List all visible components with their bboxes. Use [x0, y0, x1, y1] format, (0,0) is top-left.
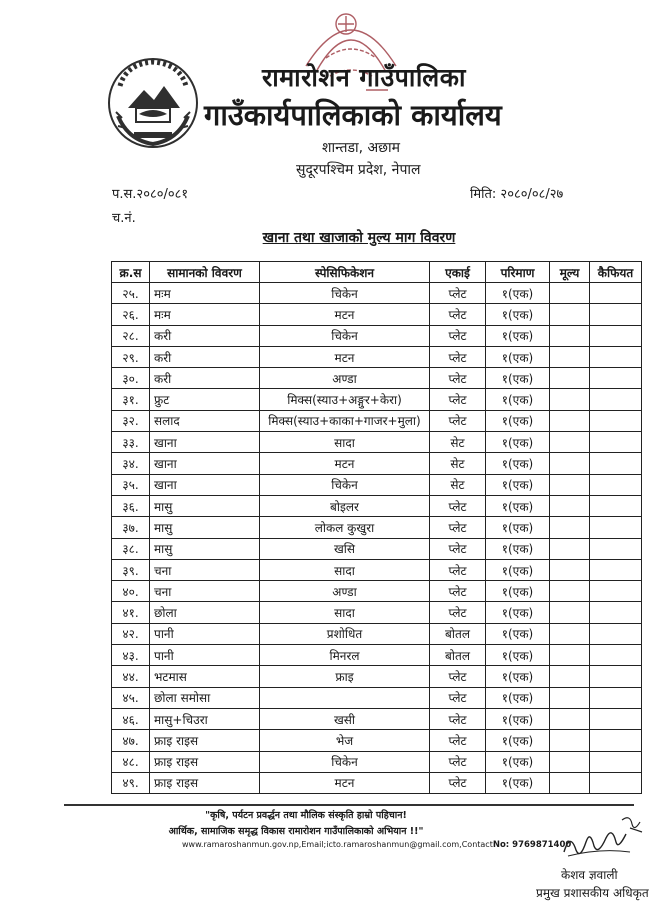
cell-unit: प्लेट	[430, 751, 486, 772]
cell-item: मःम	[150, 304, 260, 325]
cell-specification: सादा	[260, 602, 430, 623]
cell-price	[550, 730, 590, 751]
document-title	[0, 228, 662, 247]
cell-unit: प्लेट	[430, 325, 486, 346]
address-line-1	[0, 138, 662, 157]
cell-specification: सादा	[260, 432, 430, 453]
cell-remarks	[590, 325, 642, 346]
cell-item: खाना	[150, 474, 260, 495]
table-row	[112, 751, 642, 772]
cell-unit: प्लेट	[430, 346, 486, 367]
cell-remarks	[590, 730, 642, 751]
cell-quantity: १(एक)	[486, 602, 550, 623]
cell-price	[550, 708, 590, 729]
cell-unit: सेट	[430, 474, 486, 495]
table-row	[112, 389, 642, 410]
cell-quantity: १(एक)	[486, 666, 550, 687]
cell-unit: प्लेट	[430, 304, 486, 325]
cell-specification: मिक्स(स्याउ+अङ्गुर+केरा)	[260, 389, 430, 410]
cell-quantity: १(एक)	[486, 304, 550, 325]
cell-serial: ४१.	[112, 602, 150, 623]
cell-item: करी	[150, 325, 260, 346]
cell-unit: प्लेट	[430, 517, 486, 538]
cell-remarks	[590, 645, 642, 666]
cell-price	[550, 368, 590, 389]
cell-item: मासु	[150, 495, 260, 516]
table-row	[112, 325, 642, 346]
cell-quantity: १(एक)	[486, 346, 550, 367]
price-request-table	[111, 261, 642, 794]
cell-serial: २६.	[112, 304, 150, 325]
cell-quantity: १(एक)	[486, 623, 550, 644]
cell-specification: सादा	[260, 559, 430, 580]
cell-specification: चिकेन	[260, 283, 430, 304]
cell-unit: बोतल	[430, 645, 486, 666]
cell-remarks	[590, 368, 642, 389]
contact-info	[182, 840, 571, 850]
table-row	[112, 517, 642, 538]
cell-unit: प्लेट	[430, 708, 486, 729]
table-row	[112, 687, 642, 708]
cell-specification: बोइलर	[260, 495, 430, 516]
cell-item: फ्रुट	[150, 389, 260, 410]
cell-item: भटमास	[150, 666, 260, 687]
cell-specification: मिनरल	[260, 645, 430, 666]
cell-price	[550, 645, 590, 666]
cell-remarks	[590, 666, 642, 687]
cell-remarks	[590, 453, 642, 474]
cell-remarks	[590, 751, 642, 772]
cell-unit: प्लेट	[430, 495, 486, 516]
cell-specification: अण्डा	[260, 368, 430, 389]
cell-serial: ४६.	[112, 708, 150, 729]
address-line-2: सुदूरपश्चिम प्रदेश, नेपाल	[296, 162, 421, 178]
cell-unit: प्लेट	[430, 283, 486, 304]
cell-price	[550, 495, 590, 516]
table-row	[112, 304, 642, 325]
cell-unit: प्लेट	[430, 368, 486, 389]
cell-quantity: १(एक)	[486, 730, 550, 751]
cell-price	[550, 325, 590, 346]
cell-specification: प्रशोधित	[260, 623, 430, 644]
table-row	[112, 581, 642, 602]
cell-specification: खसि	[260, 538, 430, 559]
cell-serial: ३१.	[112, 389, 150, 410]
header-unit: एकाई	[430, 262, 486, 283]
cell-serial: २८.	[112, 325, 150, 346]
cell-quantity: १(एक)	[486, 687, 550, 708]
table-row	[112, 432, 642, 453]
reference-number: प.स.२०८०/०८१	[112, 187, 189, 202]
cell-quantity: १(एक)	[486, 772, 550, 793]
cell-item: चना	[150, 581, 260, 602]
cell-price	[550, 304, 590, 325]
cell-unit: प्लेट	[430, 559, 486, 580]
cell-serial: ३५.	[112, 474, 150, 495]
cell-specification: मटन	[260, 453, 430, 474]
cell-unit: बोतल	[430, 623, 486, 644]
cell-quantity: १(एक)	[486, 645, 550, 666]
cell-serial: ४०.	[112, 581, 150, 602]
cell-quantity: १(एक)	[486, 389, 550, 410]
address-line-1-text: शान्तडा, अछाम	[322, 140, 400, 156]
cell-specification: चिकेन	[260, 751, 430, 772]
cell-quantity: १(एक)	[486, 432, 550, 453]
cell-remarks	[590, 517, 642, 538]
cell-quantity: १(एक)	[486, 559, 550, 580]
cell-quantity: १(एक)	[486, 410, 550, 431]
cell-serial: ४९.	[112, 772, 150, 793]
cell-specification: भेज	[260, 730, 430, 751]
cell-price	[550, 602, 590, 623]
header-remarks: कैफियत	[590, 262, 642, 283]
footer-divider	[64, 804, 634, 806]
cell-price	[550, 474, 590, 495]
cell-serial: ३२.	[112, 410, 150, 431]
header-price: मूल्य	[550, 262, 590, 283]
cell-specification: चिकेन	[260, 325, 430, 346]
cell-price	[550, 687, 590, 708]
header-item: सामानको विवरण	[150, 262, 260, 283]
cell-price	[550, 772, 590, 793]
cell-specification: लोकल कुखुरा	[260, 517, 430, 538]
cell-price	[550, 751, 590, 772]
cell-remarks	[590, 687, 642, 708]
cell-item: खाना	[150, 432, 260, 453]
cell-serial: ४७.	[112, 730, 150, 751]
table-body	[112, 283, 642, 794]
cell-remarks	[590, 708, 642, 729]
cell-item: फ्राइ राइस	[150, 730, 260, 751]
table-row	[112, 283, 642, 304]
cell-item: पानी	[150, 623, 260, 644]
cell-serial: ४२.	[112, 623, 150, 644]
cell-specification: मिक्स(स्याउ+काका+गाजर+मुला)	[260, 410, 430, 431]
cell-item: खाना	[150, 453, 260, 474]
cell-item: करी	[150, 368, 260, 389]
table-row	[112, 368, 642, 389]
table-row	[112, 666, 642, 687]
cell-price	[550, 283, 590, 304]
cell-serial: २९.	[112, 346, 150, 367]
dispatch-number: च.नं.	[112, 211, 136, 226]
cell-remarks	[590, 602, 642, 623]
cell-unit: सेट	[430, 432, 486, 453]
cell-quantity: १(एक)	[486, 538, 550, 559]
signer-name: केशव ज्ञवाली	[561, 868, 618, 882]
cell-specification: मटन	[260, 304, 430, 325]
cell-remarks	[590, 581, 642, 602]
contact-text: www.ramaroshanmun.gov.np,Email;icto.ramaroshanmun@gmail.com,Contact	[182, 840, 493, 849]
cell-unit: प्लेट	[430, 666, 486, 687]
cell-item: मासु	[150, 538, 260, 559]
cell-remarks	[590, 283, 642, 304]
cell-price	[550, 432, 590, 453]
cell-quantity: १(एक)	[486, 325, 550, 346]
cell-price	[550, 389, 590, 410]
cell-remarks	[590, 495, 642, 516]
table-row	[112, 474, 642, 495]
signer-title: प्रमुख प्रशासकीय अधिकृत	[536, 886, 649, 900]
cell-specification: फ्राइ	[260, 666, 430, 687]
table-row	[112, 410, 642, 431]
cell-serial: ४३.	[112, 645, 150, 666]
cell-remarks	[590, 410, 642, 431]
cell-unit: प्लेट	[430, 581, 486, 602]
header-specification: स्पेसिफिकेशन	[260, 262, 430, 283]
cell-price	[550, 517, 590, 538]
cell-price	[550, 453, 590, 474]
cell-specification: मटन	[260, 772, 430, 793]
table-row	[112, 623, 642, 644]
table-row	[112, 453, 642, 474]
signature-icon	[560, 812, 646, 870]
cell-unit: प्लेट	[430, 410, 486, 431]
cell-unit: प्लेट	[430, 687, 486, 708]
cell-unit: प्लेट	[430, 730, 486, 751]
organization-name: रामारोशन गाउँपालिका	[262, 63, 466, 92]
cell-quantity: १(एक)	[486, 708, 550, 729]
cell-remarks	[590, 304, 642, 325]
cell-specification	[260, 687, 430, 708]
table-row	[112, 602, 642, 623]
table-row	[112, 645, 642, 666]
cell-specification: अण्डा	[260, 581, 430, 602]
cell-price	[550, 410, 590, 431]
office-name: गाउँकार्यपालिकाको कार्यालय	[204, 98, 502, 132]
cell-quantity: १(एक)	[486, 517, 550, 538]
cell-quantity: १(एक)	[486, 283, 550, 304]
document-title-text: खाना तथा खाजाको मुल्य माग विवरण	[262, 230, 456, 246]
document-date: मिति: २०८०/०८/२७	[470, 187, 564, 202]
cell-price	[550, 538, 590, 559]
cell-specification: चिकेन	[260, 474, 430, 495]
cell-serial: ४४.	[112, 666, 150, 687]
cell-quantity: १(एक)	[486, 453, 550, 474]
cell-remarks	[590, 474, 642, 495]
cell-item: मःम	[150, 283, 260, 304]
cell-serial: ३७.	[112, 517, 150, 538]
cell-price	[550, 666, 590, 687]
cell-quantity: १(एक)	[486, 368, 550, 389]
cell-specification: खसी	[260, 708, 430, 729]
cell-serial: ३६.	[112, 495, 150, 516]
table-row	[112, 772, 642, 793]
cell-price	[550, 623, 590, 644]
cell-item: फ्राइ राइस	[150, 772, 260, 793]
cell-serial: ३४.	[112, 453, 150, 474]
cell-item: चना	[150, 559, 260, 580]
slogan-line-2-text: आर्थिक, सामाजिक समृद्ध विकास रामारोशन गाउँपालिकाको अभियान !!"	[168, 826, 424, 837]
cell-item: छोला समोसा	[150, 687, 260, 708]
table-row	[112, 495, 642, 516]
cell-serial: २५.	[112, 283, 150, 304]
cell-item: फ्राइ राइस	[150, 751, 260, 772]
cell-quantity: १(एक)	[486, 581, 550, 602]
cell-item: मासु+चिउरा	[150, 708, 260, 729]
cell-unit: प्लेट	[430, 602, 486, 623]
table-row	[112, 559, 642, 580]
cell-remarks	[590, 432, 642, 453]
cell-remarks	[590, 538, 642, 559]
cell-item: मासु	[150, 517, 260, 538]
cell-serial: ४५.	[112, 687, 150, 708]
cell-serial: ४८.	[112, 751, 150, 772]
cell-remarks	[590, 559, 642, 580]
cell-quantity: १(एक)	[486, 495, 550, 516]
cell-unit: प्लेट	[430, 772, 486, 793]
table-row	[112, 730, 642, 751]
government-emblem-icon	[106, 56, 200, 150]
contact-number: No: 9769871400	[492, 840, 572, 850]
table-header-row	[112, 262, 642, 283]
header-quantity: परिमाण	[486, 262, 550, 283]
cell-quantity: १(एक)	[486, 751, 550, 772]
cell-price	[550, 346, 590, 367]
cell-remarks	[590, 623, 642, 644]
cell-unit: प्लेट	[430, 389, 486, 410]
cell-item: सलाद	[150, 410, 260, 431]
cell-quantity: १(एक)	[486, 474, 550, 495]
cell-serial: ३८.	[112, 538, 150, 559]
cell-unit: प्लेट	[430, 538, 486, 559]
header-serial: क्र.स	[112, 262, 150, 283]
cell-item: करी	[150, 346, 260, 367]
cell-remarks	[590, 772, 642, 793]
cell-item: पानी	[150, 645, 260, 666]
cell-price	[550, 559, 590, 580]
cell-specification: मटन	[260, 346, 430, 367]
cell-serial: ३३.	[112, 432, 150, 453]
cell-serial: ३०.	[112, 368, 150, 389]
cell-remarks	[590, 346, 642, 367]
table-row	[112, 346, 642, 367]
slogan-line-1-text: "कृषि, पर्यटन प्रवर्द्धन तथा मौलिक संस्कृति हाम्रो पहिचान!	[205, 810, 407, 821]
cell-serial: ३९.	[112, 559, 150, 580]
cell-price	[550, 581, 590, 602]
table-row	[112, 538, 642, 559]
cell-item: छोला	[150, 602, 260, 623]
cell-remarks	[590, 389, 642, 410]
cell-unit: सेट	[430, 453, 486, 474]
table-row	[112, 708, 642, 729]
